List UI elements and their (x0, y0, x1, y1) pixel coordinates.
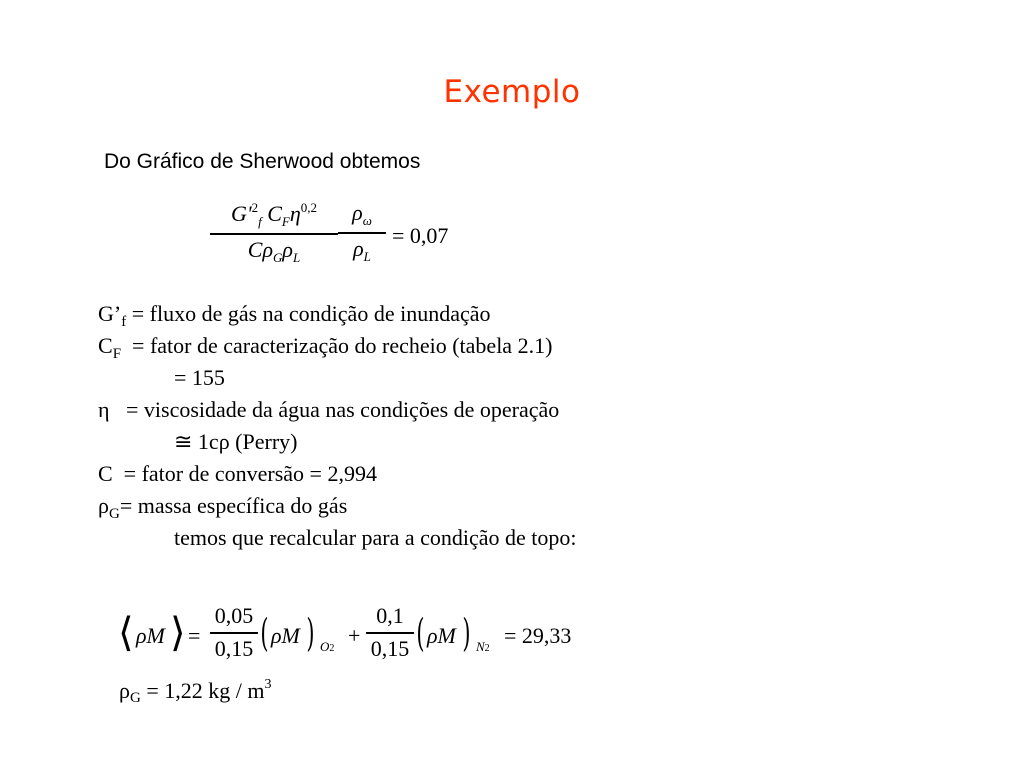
fraction-bar (366, 632, 414, 634)
fraction-density-denominator: $\rho_L$ (353, 235, 371, 264)
gas-density-result: ρG = 1,22 kg / $m^3$ (119, 677, 272, 706)
fraction-bar (338, 232, 386, 234)
fraction-o2: 0,05 0,15 (210, 603, 258, 662)
symbol-G-prime: G' (230, 201, 252, 226)
left-paren: ( (416, 611, 425, 655)
right-paren: ) (462, 611, 471, 655)
left-paren: ( (260, 611, 269, 655)
fraction-density-numerator: $\rho_\omega$ (352, 200, 372, 228)
definition-item: $G’_f$ = fluxo de gás na condição de inundação (98, 301, 491, 330)
definition-item: C = fator de conversão = 2,994 (98, 461, 377, 486)
right-paren: ) (306, 611, 315, 655)
definition-item: temos que recalcular para a condição de topo: (174, 525, 577, 550)
fraction-main-denominator: $C\rho_G\rho_L$ (247, 236, 301, 265)
definition-item: $C_F$ = fator de caracterização do recheio (tabela 2.1) (98, 333, 553, 362)
definitions-list (98, 298, 577, 554)
fraction-bar (210, 632, 258, 634)
fraction-n2: 0,1 0,15 (366, 603, 414, 662)
symbol-eta: η (289, 201, 301, 226)
right-angle-bracket: ⟩ (170, 610, 186, 656)
slide-title: Exemplo (443, 74, 581, 110)
definition-item: $\rho_G=$ massa específica do gás (98, 493, 348, 522)
fraction-density (338, 200, 386, 265)
molar-density-formula: ⟨ ρM ⟩ = 0,05 0,15 ( ρM ) O2 + 0,1 0,15 ( ρM ) N2 = 29,33 (118, 603, 572, 661)
formula-result: = 29,33 (504, 623, 572, 648)
fraction-bar (210, 233, 338, 235)
formula-result: = 0,07 (392, 223, 449, 248)
definition-item: η = viscosidade da água nas condições de operação (98, 397, 560, 422)
definition-item: ≅ 1cρ (Perry) (174, 429, 298, 454)
fraction-main (210, 200, 338, 266)
definition-item: = 155 (174, 365, 225, 390)
slide-subtitle: Do Gráfico de Sherwood obtemos (104, 150, 421, 173)
left-angle-bracket: ⟨ (118, 610, 134, 656)
symbol-C: C (267, 201, 282, 226)
fraction-main-numerator: $G'^2_f$ $C_F\eta^{0,2}$ (230, 200, 318, 229)
